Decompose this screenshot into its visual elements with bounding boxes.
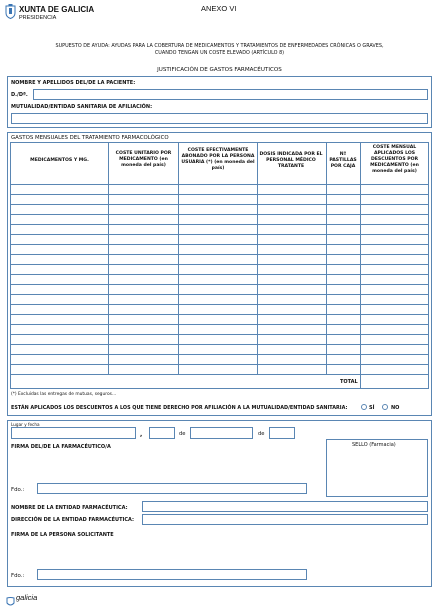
- xunta-seal-icon: [5, 4, 16, 19]
- form-title: JUSTIFICACIÓN DE GASTOS FARMACÉUTICOS: [157, 67, 282, 73]
- col-header-unit-cost: COSTE UNITARIO POR MEDICAMENTO (en moneda del país): [115, 151, 172, 168]
- table-header-line: [10, 184, 429, 185]
- mutual-label: MUTUALIDAD/ENTIDAD SANITARIA DE AFILIACIÓN:: [11, 104, 153, 110]
- fdo2-field[interactable]: [37, 569, 307, 580]
- entity-address-field[interactable]: [142, 514, 428, 525]
- discount-question: ESTÁN APLICADOS LOS DESCUENTOS A LOS QUE TIENE DERECHO POR AFILIACIÓN A LA MUTUALIDAD/ENTIDAD SANITARIA:: [11, 405, 348, 411]
- total-mask: [11, 375, 360, 388]
- table-row-line: [10, 274, 429, 275]
- table-row-line: [10, 364, 429, 365]
- table-row-line: [10, 354, 429, 355]
- table-row-line: [10, 284, 429, 285]
- col-header-medications: MEDICAMENTOS Y MG.: [30, 158, 89, 163]
- radio-yes-label: SÍ: [369, 405, 375, 411]
- comma-sep: ,: [140, 431, 143, 438]
- col-header-dose: DOSIS INDICADA POR EL PERSONAL MÉDICO TRATANTE: [259, 152, 323, 169]
- fdo2-label: Fdo.:: [11, 573, 25, 579]
- table-row-line: [10, 344, 429, 345]
- seal-label: SELLO (Farmacia): [352, 442, 396, 448]
- fdo-label: Fdo.:: [11, 487, 25, 493]
- galicia-logo-icon: [6, 592, 15, 602]
- col-header-monthly-cost: COSTE MENSUAL APLICADOS LOS DESCUENTOS POR MEDICAMENTO (en moneda del país): [370, 145, 419, 174]
- applicant-signature-label: FIRMA DE LA PERSONA SOLICITANTE: [11, 532, 114, 538]
- footnote: (*) Excluidas las entregas de mutuas, seguros…: [11, 392, 117, 397]
- place-field[interactable]: [11, 427, 136, 439]
- intro-line-1: SUPUESTO DE AYUDA: AYUDAS PARA LA COBERTURA DE MEDICAMENTOS Y TRATAMIENTOS DE ENFERMEDADES CRÓNICAS O GRAVES,: [55, 43, 384, 49]
- de-sep-1: de: [179, 431, 186, 437]
- table-row-line: [10, 214, 429, 215]
- table-row-line: [10, 304, 429, 305]
- patient-name-field[interactable]: [33, 89, 428, 100]
- expenses-section-label: GASTOS MENSUALES DEL TRATAMIENTO FARMACOLÓGICO: [11, 135, 169, 141]
- entity-address-label: DIRECCIÓN DE LA ENTIDAD FARMACÉUTICA:: [11, 517, 134, 523]
- place-date-label: Lugar y fecha: [11, 422, 40, 427]
- fdo-field[interactable]: [37, 483, 307, 494]
- table-row-line: [10, 194, 429, 195]
- entity-name-field[interactable]: [142, 501, 428, 512]
- col-header-pills: Nº PASTILLAS POR CAJA: [329, 152, 357, 169]
- year-field[interactable]: [269, 427, 295, 439]
- mutual-field[interactable]: [11, 113, 428, 124]
- entity-name-label: NOMBRE DE LA ENTIDAD FARMACÉUTICA:: [11, 505, 128, 511]
- table-row-line: [10, 244, 429, 245]
- month-field[interactable]: [190, 427, 253, 439]
- intro-line-2: CUANDO TENGAN UN COSTE ELEVADO (ARTÍCULO 8): [154, 50, 285, 56]
- table-row-line: [10, 234, 429, 235]
- total-label-text: TOTAL: [340, 379, 358, 385]
- radio-no-label: NO: [391, 405, 400, 411]
- table-col-divider: [257, 142, 258, 389]
- galicia-logo-text: galicia: [16, 593, 38, 602]
- org-name: XUNTA DE GALICIA: [19, 5, 95, 14]
- table-row-line: [10, 294, 429, 295]
- table-row-line: [10, 224, 429, 225]
- pharmacist-signature-label: FIRMA DEL/DE LA FARMACÉUTICO/A: [11, 444, 111, 450]
- table-row-line: [10, 204, 429, 205]
- patient-name-label: NOMBRE Y APELLIDOS DEL/DE LA PACIENTE:: [11, 80, 136, 86]
- table-col-divider: [108, 142, 109, 389]
- table-col-divider: [178, 142, 179, 389]
- radio-yes[interactable]: [361, 404, 367, 410]
- table-row-line: [10, 254, 429, 255]
- org-sub: PRESIDENCIA: [19, 15, 57, 21]
- col-header-paid-cost: COSTE EFECTIVAMENTE ABONADO POR LA PERSONA USUARIA (*) (en moneda del país): [181, 148, 255, 171]
- table-row-line: [10, 334, 429, 335]
- de-sep-2: de: [258, 431, 265, 437]
- table-row-line: [10, 264, 429, 265]
- annex-title: ANEXO VI: [201, 4, 237, 13]
- table-row-line: [10, 324, 429, 325]
- radio-no[interactable]: [382, 404, 388, 410]
- table-col-divider: [326, 142, 327, 389]
- table-row-line: [10, 314, 429, 315]
- expense-table: [10, 142, 429, 389]
- dr-label: D./Dª.: [11, 92, 28, 98]
- table-col-divider: [360, 142, 361, 389]
- day-field[interactable]: [149, 427, 175, 439]
